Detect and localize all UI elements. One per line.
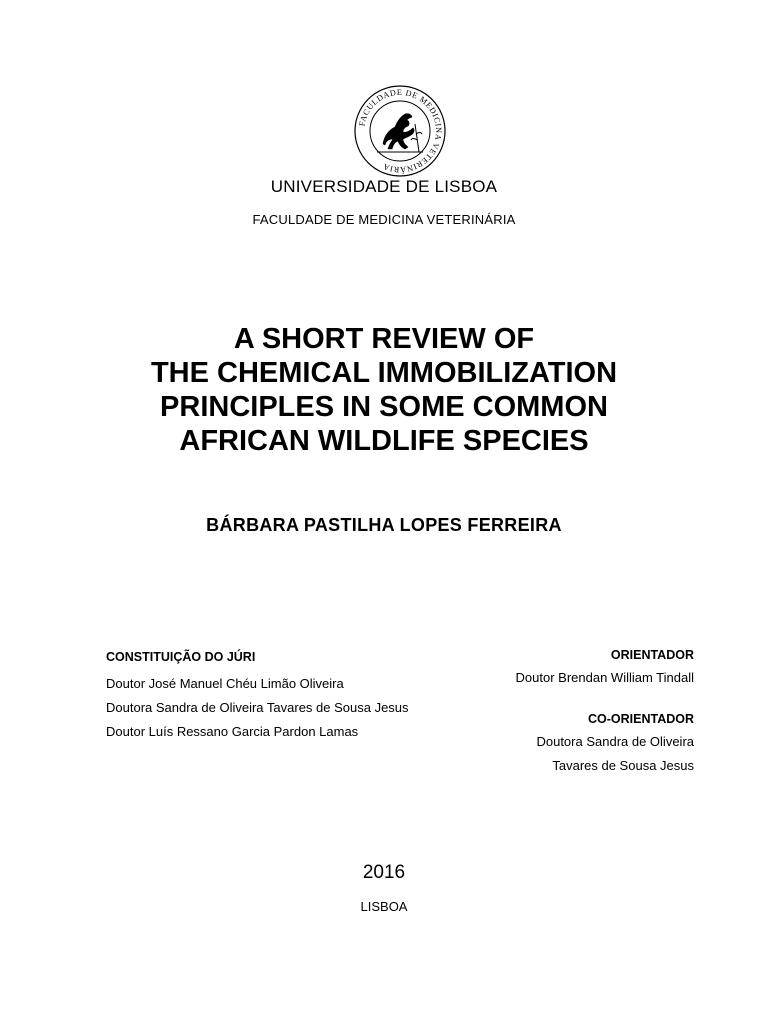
- title-line: THE CHEMICAL IMMOBILIZATION: [150, 357, 618, 389]
- faculty-seal-logo: [353, 84, 447, 178]
- university-name: UNIVERSIDADE DE LISBOA: [270, 177, 498, 196]
- publication-year: 2016: [362, 862, 406, 883]
- faculty-name: FACULDADE DE MEDICINA VETERINÁRIA: [252, 212, 516, 227]
- jury-member: Doutor José Manuel Chéu Limão Oliveira: [106, 676, 344, 691]
- coadvisor-block: [460, 710, 694, 778]
- author-name: BÁRBARA PASTILHA LOPES FERREIRA: [206, 515, 562, 535]
- jury-member: Doutor Luís Ressano Garcia Pardon Lamas: [106, 724, 359, 739]
- title-line: PRINCIPLES IN SOME COMMON: [160, 391, 608, 423]
- coadvisor-name-line: Tavares de Sousa Jesus: [552, 758, 694, 773]
- coadvisor-heading: CO-ORIENTADOR: [587, 712, 694, 726]
- advisors-section: [460, 646, 694, 778]
- seal-text: FACULDADE DE MEDICINA VETERINÁRIA: [357, 87, 444, 175]
- advisor-block: [460, 646, 694, 690]
- title-line: AFRICAN WILDLIFE SPECIES: [179, 425, 589, 457]
- title-line: A SHORT REVIEW OF: [233, 323, 535, 355]
- jury-section: [106, 648, 466, 744]
- jury-member: Doutora Sandra de Oliveira Tavares de Sousa Jesus: [106, 700, 409, 715]
- seal-emblem-icon: [353, 84, 447, 178]
- jury-heading: CONSTITUIÇÃO DO JÚRI: [106, 650, 256, 664]
- coadvisor-name-line: Doutora Sandra de Oliveira: [536, 734, 694, 749]
- thesis-title: [0, 322, 768, 458]
- publication-city: LISBOA: [360, 899, 408, 914]
- advisor-heading: ORIENTADOR: [610, 648, 694, 662]
- advisor-name: Doutor Brendan William Tindall: [515, 670, 694, 685]
